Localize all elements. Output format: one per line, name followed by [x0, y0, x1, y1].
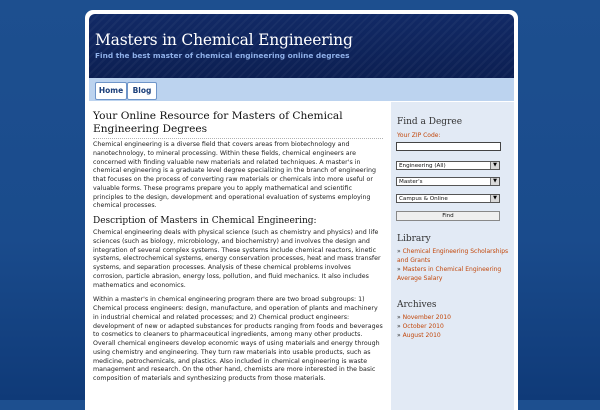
archive-link[interactable]: November 2010	[402, 314, 451, 321]
format-select[interactable]	[396, 194, 500, 203]
chevron-down-icon: ▼	[490, 162, 499, 169]
sidebar	[391, 102, 514, 410]
subject-select-value: Engineering (All)	[399, 163, 446, 169]
intro-paragraph: Chemical engineering is a diverse field that covers areas from biotechnology and nanotechnology, to mineral processing. Within these fields, chemical engineers are concerned with finding valuable new materials and related techniques. A master's in chemical engineering is a graduate level degree specializing in the branch of engineering that focuses on the process of converting raw materials or chemicals into more useful or valuable forms. These programs prepare you to apply mathematical and scientific principles to the design, development and operational evaluation of systems employing chemical processes.	[93, 141, 377, 210]
chevron-down-icon: ▼	[490, 178, 499, 185]
bullet-icon: »	[397, 266, 403, 273]
list-item[interactable]	[397, 247, 515, 265]
archive-link[interactable]: October 2010	[402, 323, 444, 330]
archives-title: Archives	[397, 300, 437, 310]
subject-select[interactable]	[396, 161, 500, 170]
bullet-icon: »	[397, 314, 403, 321]
bullet-icon: »	[397, 248, 403, 255]
list-item[interactable]	[397, 322, 515, 331]
zip-input[interactable]	[396, 142, 501, 151]
site-tagline: Find the best master of chemical engineering online degrees	[95, 51, 350, 60]
format-select-value: Campus & Online	[399, 196, 448, 202]
level-select[interactable]	[396, 177, 500, 186]
section-paragraph-1: Chemical engineering deals with physical science (such as chemistry and physics) and life sciences (such as biology, microbiology, and biochemistry) and involves the design and integration of several complex systems. These systems include chemical reactors, kinetic systems, electrochemical systems, energy conservation processes, heat and mass transfer systems, and separation processes. Analysis of these chemical problems involves corrosion, particle abrasion, energy loss, pollution, and fluid mechanics. It also includes mathematics and economics.	[93, 229, 381, 289]
page-title: Your Online Resource for Masters of Chemical Engineering Degrees	[93, 110, 383, 139]
library-link[interactable]: Chemical Engineering Scholarships and Grants	[397, 248, 509, 264]
library-title: Library	[397, 234, 431, 244]
archives-list	[397, 313, 515, 340]
chevron-down-icon: ▼	[490, 195, 499, 202]
site-header	[89, 14, 514, 78]
site-title[interactable]: Masters in Chemical Engineering	[95, 31, 353, 49]
list-item[interactable]	[397, 331, 515, 340]
nav-home-button[interactable]: Home	[95, 82, 127, 100]
level-select-value: Master's	[399, 179, 423, 185]
list-item[interactable]	[397, 313, 515, 322]
nav-blog-button[interactable]: Blog	[127, 82, 157, 100]
main-content	[93, 110, 383, 384]
zip-label: Your ZIP Code:	[397, 132, 441, 139]
section-heading: Description of Masters in Chemical Engineering:	[93, 216, 317, 226]
bullet-icon: »	[397, 332, 403, 339]
bullet-icon: »	[397, 323, 403, 330]
nav-bar	[89, 78, 514, 101]
find-button[interactable]: Find	[396, 211, 500, 221]
page-container	[85, 10, 518, 410]
find-degree-title: Find a Degree	[397, 117, 463, 127]
section-paragraph-2: Within a master's in chemical engineering program there are two broad subgroups: 1) Chemical process engineers: design, manufacture, and operation of plants and machinery in industrial chemical and related processes; and 2) Chemical product engineers: development of new or adapted substances for products ranging from foods and beverages to cosmetics to cleaners to pharmaceutical ingredients, among many other products. Overall chemical engineers develop economic ways of using materials and energy through using chemistry and engineering. They turn raw materials into usable products, such as medicine, petrochemicals, and plastics. Also included in chemical engineering is waste management and research. On the other hand, chemists are more interested in the basic composition of materials and synthesizing products from those materials.	[93, 296, 383, 382]
library-list	[397, 247, 515, 283]
library-link[interactable]: Masters in Chemical Engineering Average Salary	[397, 266, 502, 282]
archive-link[interactable]: August 2010	[402, 332, 441, 339]
list-item[interactable]	[397, 265, 515, 283]
